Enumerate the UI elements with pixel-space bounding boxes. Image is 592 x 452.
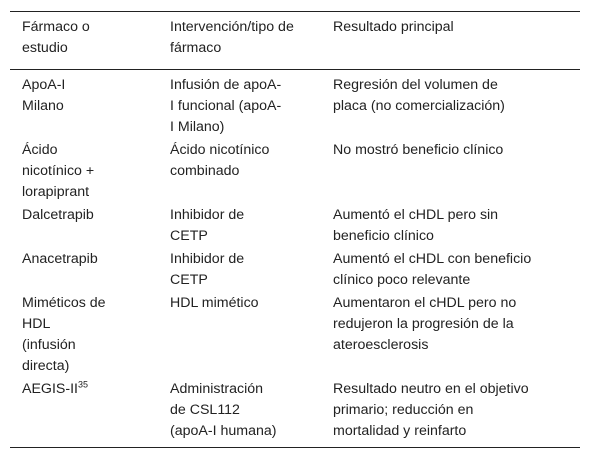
- table-row: [10, 378, 580, 448]
- cell-drug: ApoA-I Milano: [22, 77, 66, 114]
- cell-intervention: Administración de CSL112 (apoA-I humana): [170, 381, 277, 439]
- header-intervention: Intervención/tipo de fármaco: [170, 19, 294, 56]
- table-header: [10, 12, 580, 70]
- cell-result: Aumentaron el cHDL pero no redujeron la progresión de la ateroesclerosis: [333, 295, 517, 353]
- table-row: [10, 292, 580, 378]
- cell-drug: Miméticos de HDL (infusión directa): [22, 295, 106, 374]
- cell-drug: Ácido nicotínico + lorapiprant: [22, 142, 95, 200]
- cell-result: Aumentó el cHDL pero sin beneficio clínico: [333, 207, 499, 244]
- drug-comparison-table: [10, 11, 580, 448]
- table-row: [10, 139, 580, 204]
- cell-result: Resultado neutro en el objetivo primario; reducción en mortalidad y reinfarto: [333, 381, 529, 439]
- table-body: [10, 70, 580, 448]
- cell-intervention: HDL mimético: [170, 295, 259, 311]
- cell-intervention: Inhibidor de CETP: [170, 251, 245, 288]
- cell-intervention: Inhibidor de CETP: [170, 207, 245, 244]
- cell-drug: Dalcetrapib: [22, 207, 94, 223]
- drug-name: AEGIS-II: [22, 381, 78, 397]
- header-result: Resultado principal: [333, 19, 454, 35]
- cell-result: No mostró beneficio clínico: [333, 142, 504, 158]
- table-row: [10, 204, 580, 248]
- cell-result: Regresión del volumen de placa (no comercialización): [333, 77, 505, 114]
- header-row: [10, 12, 580, 70]
- cell-intervention: Infusión de apoA- I funcional (apoA- I Milano): [170, 77, 282, 135]
- table-row: [10, 70, 580, 140]
- cell-drug: Anacetrapib: [22, 251, 98, 267]
- cell-result: Aumentó el cHDL con beneficio clínico poco relevante: [333, 251, 532, 288]
- cell-drug: [10, 378, 170, 448]
- header-drug: Fármaco o estudio: [22, 19, 90, 56]
- table-row: [10, 248, 580, 292]
- cell-intervention: Ácido nicotínico combinado: [170, 142, 270, 179]
- reference-superscript: 35: [77, 379, 88, 390]
- comparison-table-container: [10, 11, 580, 448]
